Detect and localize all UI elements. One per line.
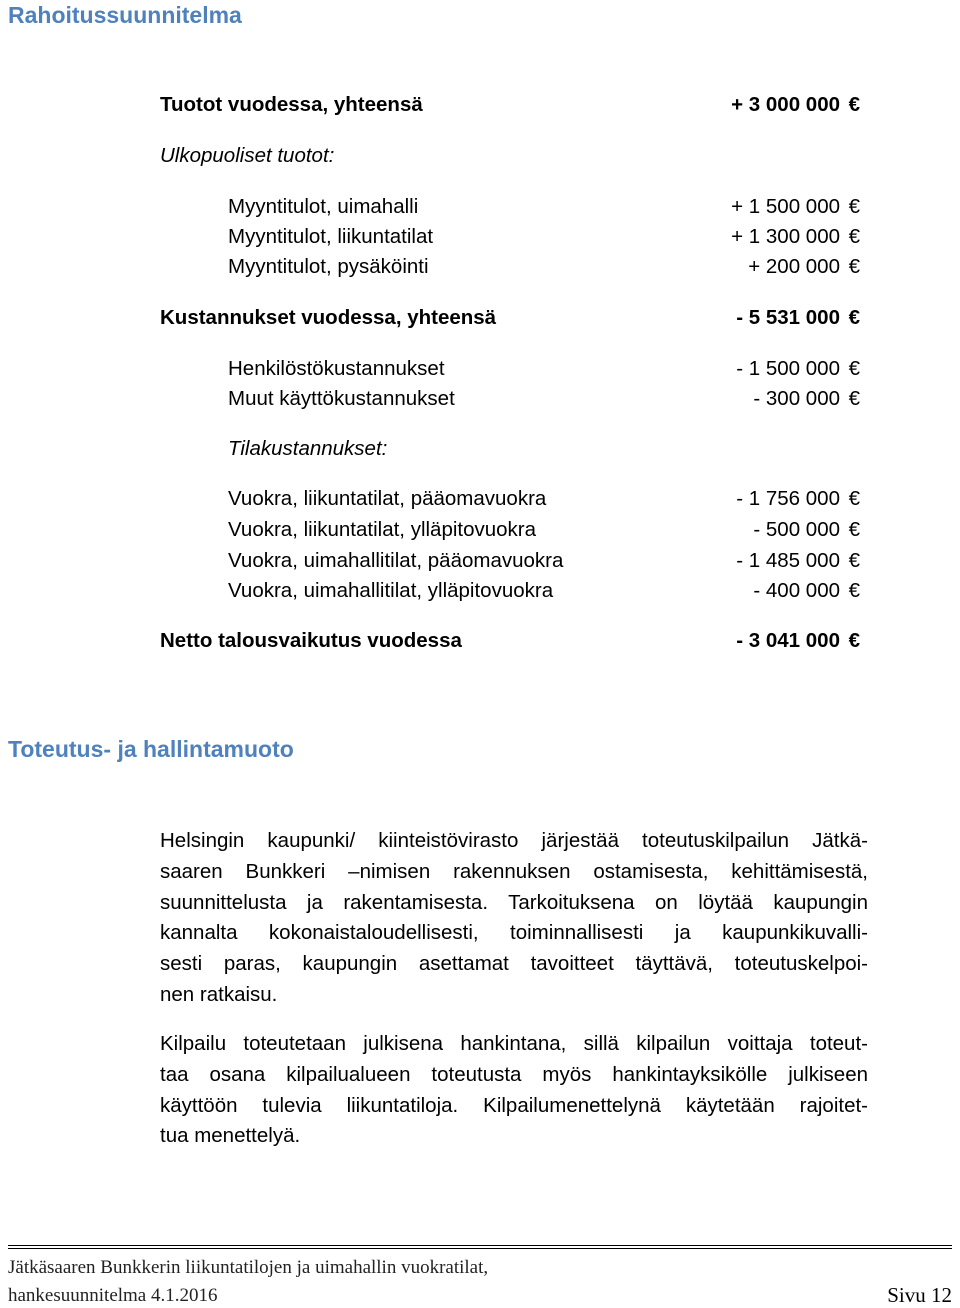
paragraph-line: taa osana kilpailualueen toteutusta myös hankintayksikölle julkiseen [160,1062,868,1086]
financing-row [160,627,860,655]
section-heading-toteutus: Toteutus- ja hallintamuoto [8,736,294,762]
footer-page-number: Sivu 12 [887,1283,952,1307]
row-label: Myyntitulot, liikuntatilat [228,225,434,248]
euro-symbol: € [848,306,860,329]
euro-symbol: € [848,579,860,602]
euro-symbol: € [848,357,860,380]
euro-symbol: € [848,387,860,410]
paragraph-kilpailu [160,1029,868,1152]
financing-row [160,253,860,281]
row-amount: - 5 531 000 [736,306,840,329]
financing-row [160,385,860,413]
financing-row [160,223,860,251]
euro-symbol: € [848,93,860,116]
row-label: Vuokra, uimahallitilat, pääomavuokra [228,549,564,572]
row-label: Myyntitulot, uimahalli [228,195,419,218]
row-amount: + 1 500 000 [731,195,840,218]
section-heading-rahoitussuunnitelma: Rahoitussuunnitelma [8,2,242,28]
paragraph-line: Kilpailu toteutetaan julkisena hankintana, sillä kilpailun voittaja toteut- [160,1032,868,1055]
footer-document-date: hankesuunnitelma 4.1.2016 [8,1285,218,1306]
row-amount: - 1 756 000 [736,487,840,510]
paragraph-line: tua menettelyä. [160,1124,301,1148]
paragraph-line: saaren Bunkkeri –nimisen rakennuksen ostamisesta, kehittämisestä, [160,859,868,883]
row-label: Muut käyttökustannukset [228,387,455,410]
financing-row [160,435,860,463]
row-label: Henkilöstökustannukset [228,357,445,380]
paragraph-line: kannalta kokonaistaloudellisesti, toiminnallisesti ja kaupunkikuvalli- [160,921,868,945]
row-amount: - 400 000 [753,579,840,602]
financing-row [160,577,860,605]
paragraph-line: suunnittelusta ja rakentamisesta. Tarkoituksena on löytää kaupungin [160,890,868,914]
financing-row [160,304,860,332]
euro-symbol: € [848,518,860,541]
footer-divider [8,1245,952,1249]
row-amount: - 1 500 000 [736,357,840,380]
row-amount: - 1 485 000 [736,549,840,572]
row-label: Vuokra, uimahallitilat, ylläpitovuokra [228,579,554,602]
row-label: Tilakustannukset: [228,437,388,460]
financing-row [160,142,860,170]
financing-row [160,91,860,119]
euro-symbol: € [848,549,860,572]
financing-row [160,516,860,544]
row-amount: + 200 000 [748,255,840,278]
financing-row [160,193,860,221]
row-label: Kustannukset vuodessa, yhteensä [160,306,497,329]
euro-symbol: € [848,255,860,278]
row-label: Ulkopuoliset tuotot: [160,144,335,167]
euro-symbol: € [848,629,860,652]
financing-row [160,485,860,513]
paragraph-line: käyttöön tulevia liikuntatiloja. Kilpailumenettelynä käytetään rajoitet- [160,1093,868,1117]
row-amount: - 500 000 [753,518,840,541]
row-label: Vuokra, liikuntatilat, ylläpitovuokra [228,518,537,541]
euro-symbol: € [848,225,860,248]
row-label: Myyntitulot, pysäköinti [228,255,429,278]
row-label: Tuotot vuodessa, yhteensä [160,93,423,116]
euro-symbol: € [848,195,860,218]
euro-symbol: € [848,487,860,510]
financing-row [160,547,860,575]
row-amount: + 1 300 000 [731,225,840,248]
row-label: Vuokra, liikuntatilat, pääomavuokra [228,487,547,510]
row-amount: + 3 000 000 [731,93,840,116]
paragraph-toteutus [160,826,868,1011]
paragraph-line: Helsingin kaupunki/ kiinteistövirasto järjestää toteutuskilpailun Jätkä- [160,829,868,852]
financing-row [160,355,860,383]
paragraph-line: nen ratkaisu. [160,982,278,1006]
paragraph-line: sesti paras, kaupungin asettamat tavoitteet täyttävä, toteutuskelpoi- [160,952,868,976]
row-amount: - 300 000 [753,387,840,410]
footer-document-title: Jätkäsaaren Bunkkerin liikuntatilojen ja uimahallin vuokratilat, [8,1257,489,1278]
row-label: Netto talousvaikutus vuodessa [160,629,462,652]
row-amount: - 3 041 000 [736,629,840,652]
